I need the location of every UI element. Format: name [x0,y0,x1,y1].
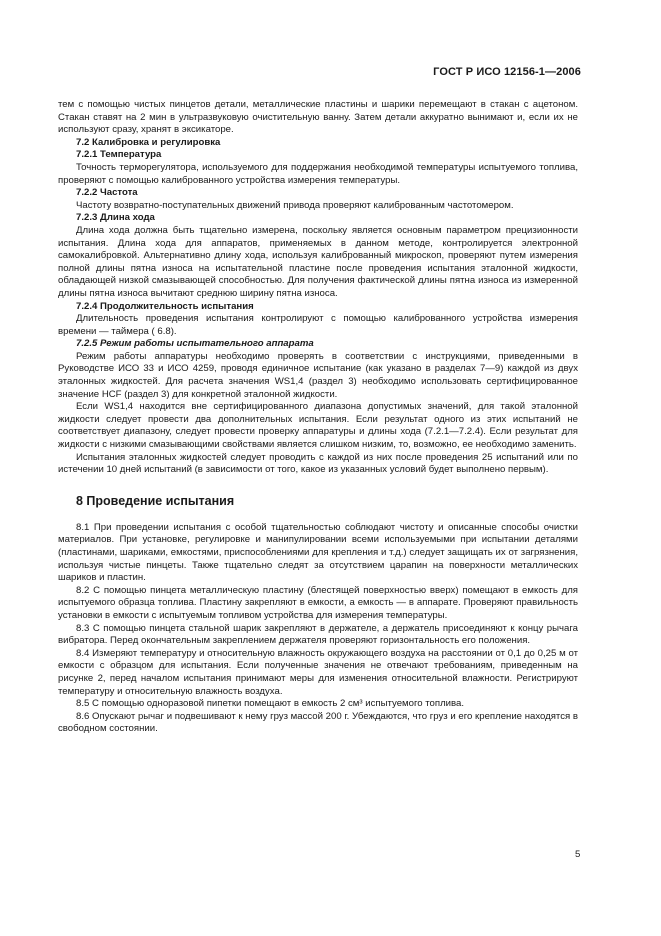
paragraph: Точность терморегулятора, используемого для поддержания необходимой температуры испытуемого топлива, проверяют с помощью калиброванного устройства измерения температуры. [58,161,578,186]
paragraph: Частоту возвратно-поступательных движений привода проверяют калиброванным частотомером. [76,199,514,211]
paragraph: 8.6 Опускают рычаг и подвешивают к нему груз массой 200 г. Убеждаются, что груз и его крепление находятся в свободном состоянии. [58,710,578,735]
subsection-heading: 7.2.1 Температура [76,149,162,161]
paragraph: Если WS1,4 находится вне сертифицированного диапазона допустимых значений, для такой эталонной жидкости следует провести два дополнительных испытания. Если результат одного из этих испытаний не соответствует диапазону, следует провести проверку аппаратуры и длины хода (7.2.1—7.2.4). Если результат для жидкости с низкими смазывающими свойствами является слишком низким, то, возможно, ее необходимо заменить. [58,401,578,451]
chapter-heading: 8 Проведение испытания [76,493,235,508]
paragraph: Режим работы аппаратуры необходимо проверять в соответствии с инструкциями, приведенными в Руководстве ИСО 33 и ИСО 4259, проводя единичное испытание (как указано в разделах 7—9) каждой из двух эталонных жидкостей. Для расчета значения WS1,4 (раздел 3) необходимо использовать сертифицированное значение HCF (раздел 3) для конкретной эталонной жидкости. [58,350,578,400]
paragraph: 8.3 С помощью пинцета стальной шарик закрепляют в держателе, а держатель присоединяют к концу рычага вибратора. Перед окончательным закреплением держателя проверяют горизонтальность его положения. [58,622,578,647]
page-number: 5 [575,849,581,860]
subsection-heading: 7.2.5 Режим работы испытательного аппарата [76,338,314,350]
paragraph: 8.5 С помощью одноразовой пипетки помещают в емкость 2 см³ испытуемого топлива. [76,698,465,710]
section-heading: 7.2 Калибровка и регулировка [76,136,221,148]
paragraph: Испытания эталонных жидкостей следует проводить с каждой из них после проведения 25 испытаний или по истечении 10 дней испытаний (в зависимости от того, какое из указанных условий будет выполнено первым). [58,451,578,476]
paragraph: 8.1 При проведении испытания с особой тщательностью соблюдают чистоту и описанные способы очистки материалов. При установке, регулировке и манипулировании всеми используемыми при испытании деталями (пластинами, шариками, емкостями, приспособлениями для крепления и т.д.) следует защищать их от загрязнения, используя чистые пинцеты. Также тщательно следят за отсутствием царапин на поверхности металлических шариков и пластин. [58,521,578,584]
paragraph: 8.2 С помощью пинцета металлическую пластину (блестящей поверхностью вверх) помещают в емкость для испытуемого образца топлива. Пластину закрепляют в емкости, а емкость — в аппарате. Проверяют правильность установки в емкости с испытуемым топливом устройства для измерения температуры. [58,584,578,621]
paragraph: Длина хода должна быть тщательно измерена, поскольку является основным параметром прецизионности испытания. Длина хода для аппаратов, применяемых в данном методе, контролируется электронной самокалибровкой. Альтернативно длину хода, используя калиброванный микроскоп, проверяют путем измерения полной длины пятна износа на испытательной пластине после проведения испытания эталонной жидкости, обладающей низкой смазывающей способностью. Для получения фактической длины пятна износа из измеренной длины пятна износа вычитают среднюю ширину пятна износа. [58,224,578,299]
paragraph: тем с помощью чистых пинцетов детали, металлические пластины и шарики перемещают в стакан с ацетоном. Стакан ставят на 2 мин в ультразвуковую очистительную ванну. Затем детали аккуратно вынимают и, если их не используют сразу, хранят в эксикаторе. [58,99,578,136]
paragraph: Длительность проведения испытания контролируют с помощью калиброванного устройства измерения времени — таймера ( 6.8). [58,313,578,337]
paragraph: 8.4 Измеряют температуру и относительную влажность окружающего воздуха на расстоянии от 0,1 до 0,25 м от емкости с образцом для испытания. Если полученные значения не отвечают требованиям, приведенным на рисунке 2, перед началом испытания принимают меры для изменения относительной влажности. Регистрируют температуру и относительную влажность воздуха. [58,647,578,697]
subsection-heading: 7.2.3 Длина хода [76,212,155,224]
document-body [58,99,578,736]
standard-header: ГОСТ Р ИСО 12156-1—2006 [433,66,581,78]
subsection-heading: 7.2.2 Частота [76,187,138,199]
subsection-heading: 7.2.4 Продолжительность испытания [76,300,254,312]
